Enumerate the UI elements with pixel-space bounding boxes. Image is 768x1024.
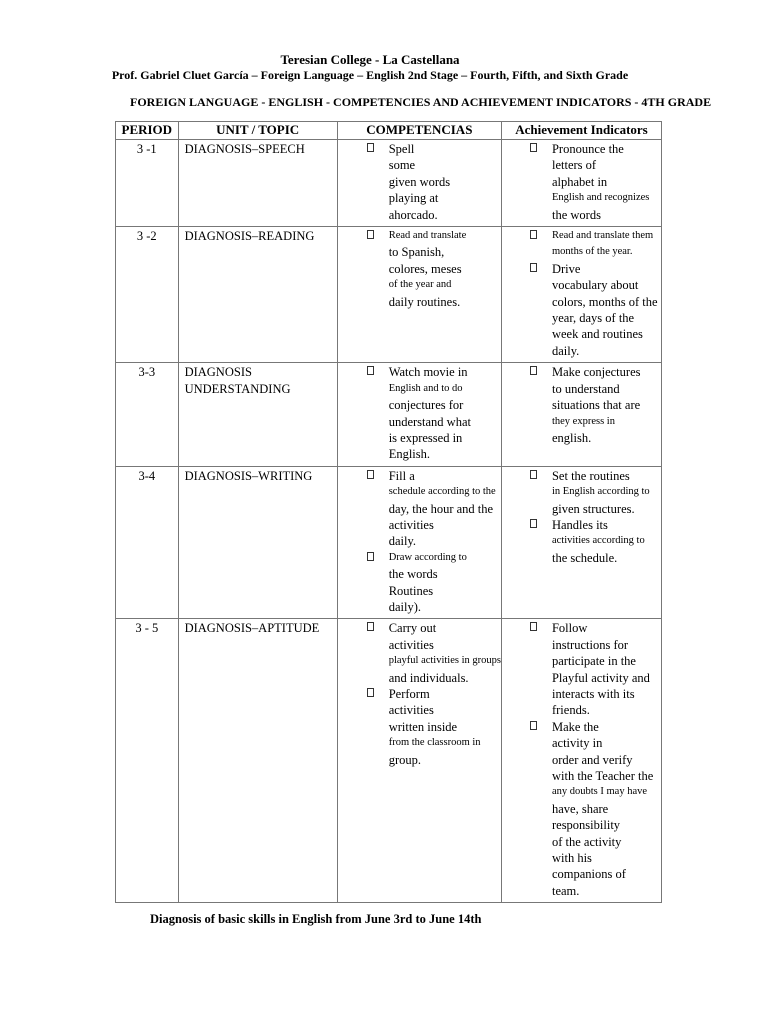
competency-text-line: the words [388, 567, 438, 582]
indicator-item [502, 228, 661, 261]
competency-text-line: Routines [388, 583, 434, 598]
indicator-item [502, 517, 661, 566]
indicator-text-line: order and verify [551, 752, 633, 767]
subject-title: FOREIGN LANGUAGE - ENGLISH - COMPETENCIES AND ACHIEVEMENT INDICATORS - 4TH GRADE [130, 95, 712, 109]
indicator-text-line: Handles its [551, 517, 608, 532]
indicator-text-line: Set the routines [551, 468, 630, 483]
checkbox-bullet-icon [367, 622, 374, 631]
indicator-cell [501, 363, 661, 466]
competency-item [338, 686, 501, 768]
competency-text-line: of the year and [388, 279, 452, 291]
indicator-cell [501, 466, 661, 619]
indicator-text-line: friends. [551, 703, 590, 718]
indicator-text-line: interacts with its [551, 687, 635, 701]
competency-text-line: schedule according to the [388, 486, 496, 498]
indicator-text-line: colors, months of the [551, 294, 658, 309]
competency-text-line: daily routines. [388, 294, 461, 309]
competency-text-line: and individuals. [388, 670, 469, 685]
indicator-text-line: any doubts I may have [551, 786, 648, 798]
competency-cell [337, 140, 501, 227]
competency-text-line: activities [388, 517, 434, 532]
competency-text-line: some [388, 158, 416, 173]
indicator-text-line: activity in [551, 736, 603, 751]
competency-text-line: given words [388, 174, 451, 189]
checkbox-bullet-icon [530, 143, 537, 152]
checkbox-bullet-icon [530, 366, 537, 375]
indicator-text-line: responsibility [551, 818, 621, 833]
competency-cell [337, 466, 501, 619]
header-period: PERIOD [116, 122, 179, 140]
indicator-text-line: english. [551, 430, 592, 445]
indicator-text-line: Drive [551, 261, 581, 276]
school-name: Teresian College - La Castellana [280, 52, 460, 67]
checkbox-bullet-icon [530, 263, 537, 272]
competency-text-line: ahorcado. [388, 207, 438, 222]
indicator-text-line: vocabulary about [551, 278, 639, 293]
period-cell: 3-3 [116, 363, 179, 466]
table-row [116, 363, 662, 466]
unit-topic-cell [178, 140, 337, 227]
checkbox-bullet-icon [367, 688, 374, 697]
indicator-text-line: with his [551, 851, 592, 866]
period-cell: 3 - 5 [116, 619, 179, 903]
unit-topic-cell [178, 466, 337, 619]
unit-topic-cell [178, 619, 337, 903]
competency-text-line: colores, meses [388, 261, 462, 276]
checkbox-bullet-icon [530, 519, 537, 528]
indicator-text-line: daily. [551, 343, 580, 358]
checkbox-bullet-icon [367, 552, 374, 561]
indicator-text-line: team. [551, 883, 580, 898]
competency-cell [337, 227, 501, 363]
competency-item [338, 364, 501, 462]
indicator-text-line: have, share [551, 801, 609, 816]
unit-topic-cell [178, 363, 337, 466]
competency-text-line: English. [388, 447, 431, 462]
table-row [116, 466, 662, 619]
indicator-text-line: year, days of the [551, 311, 635, 326]
table-body [116, 140, 662, 903]
competency-text-line: is expressed in [388, 430, 463, 445]
checkbox-bullet-icon [530, 622, 537, 631]
indicator-text-line: Playful activity and [551, 670, 650, 685]
indicator-text-line: English and recognizes [551, 192, 650, 204]
competency-item [338, 620, 501, 686]
competency-text-line: from the classroom in [388, 737, 481, 749]
indicator-item [502, 468, 661, 517]
indicator-text-line: Follow [551, 621, 588, 636]
indicator-text-line: alphabet in [551, 174, 608, 189]
period-cell: 3-4 [116, 466, 179, 619]
indicator-text-line: they express in [551, 415, 615, 427]
competency-text-line: day, the hour and the [388, 501, 494, 516]
period-cell: 3 -2 [116, 227, 179, 363]
indicator-text-line: Pronounce the [551, 142, 624, 156]
table-row [116, 619, 662, 903]
indicator-cell [501, 140, 661, 227]
competency-text-line: Watch movie in [388, 365, 468, 380]
competency-text-line: daily. [388, 534, 417, 549]
indicator-text-line: week and routines [551, 327, 643, 342]
indicator-text-line: the words [551, 207, 601, 222]
indicator-cell [501, 619, 661, 903]
indicator-text-line: situations that are [551, 398, 641, 413]
competency-text-line: Fill a [388, 468, 415, 483]
competency-text-line: activities [388, 703, 434, 718]
competency-item [338, 468, 501, 550]
period-cell: 3 -1 [116, 140, 179, 227]
table-row [116, 140, 662, 227]
table-row [116, 227, 662, 363]
checkbox-bullet-icon [367, 143, 374, 152]
competency-item [338, 550, 501, 616]
competency-text-line: Read and translate [388, 230, 467, 242]
competency-text-line: group. [388, 752, 421, 767]
table-header-row [116, 122, 662, 140]
indicator-text-line: with the Teacher the [551, 769, 654, 784]
indicator-cell [501, 227, 661, 363]
indicator-item [502, 364, 661, 446]
checkbox-bullet-icon [367, 230, 374, 239]
indicator-item [502, 261, 661, 359]
indicator-text-line: to understand [551, 381, 620, 396]
indicator-text-line: in English according to [551, 486, 650, 498]
competency-text-line: playing at [388, 191, 439, 206]
indicator-text-line: Make conjectures [551, 365, 641, 380]
unit-topic-cell [178, 227, 337, 363]
header-competencies: COMPETENCIAS [337, 122, 501, 140]
competencies-table [115, 121, 662, 903]
checkbox-bullet-icon [367, 366, 374, 375]
unit-topic-line: DIAGNOSIS–READING [184, 229, 315, 244]
footer-note: Diagnosis of basic skills in English from June 3rd to June 14th [150, 912, 482, 926]
competency-text-line: Perform [388, 687, 430, 701]
competency-text-line: understand what [388, 414, 471, 429]
indicator-text-line: letters of [551, 158, 597, 173]
competency-item [338, 141, 501, 223]
competency-text-line: English and to do [388, 382, 463, 394]
competency-text-line: playful activities in groups [388, 655, 501, 667]
checkbox-bullet-icon [530, 470, 537, 479]
indicator-text-line: given structures. [551, 501, 635, 516]
competency-text-line: Carry out [388, 621, 437, 636]
unit-topic-line: DIAGNOSIS–SPEECH [184, 142, 305, 156]
indicator-item [502, 620, 661, 718]
indicator-text-line: months of the year. [551, 246, 633, 258]
unit-topic-line: DIAGNOSIS [184, 365, 252, 380]
competency-text-line: Draw according to [388, 551, 467, 563]
unit-topic-line: UNDERSTANDING [184, 381, 291, 396]
indicator-text-line: of the activity [551, 834, 622, 849]
competency-cell [337, 619, 501, 903]
header-achievement-indicators: Achievement Indicators [501, 122, 661, 140]
unit-topic-line: DIAGNOSIS–WRITING [184, 468, 313, 483]
competency-text-line: activities [388, 637, 434, 652]
indicator-text-line: Make the [551, 719, 599, 734]
unit-topic-line: DIAGNOSIS–APTITUDE [184, 621, 320, 636]
checkbox-bullet-icon [530, 230, 537, 239]
indicator-item [502, 719, 661, 899]
checkbox-bullet-icon [367, 470, 374, 479]
indicator-text-line: Read and translate them [551, 230, 654, 242]
competency-text-line: Spell [388, 142, 415, 156]
indicator-text-line: instructions for [551, 637, 629, 652]
checkbox-bullet-icon [530, 721, 537, 730]
indicator-text-line: companions of [551, 867, 626, 882]
competency-text-line: to Spanish, [388, 245, 445, 260]
competency-item [338, 228, 501, 310]
indicator-item [502, 141, 661, 223]
header-unit-topic: UNIT / TOPIC [178, 122, 337, 140]
indicator-text-line: participate in the [551, 654, 636, 669]
indicator-text-line: activities according to [551, 535, 645, 547]
competency-text-line: daily). [388, 599, 421, 614]
competency-cell [337, 363, 501, 466]
indicator-text-line: the schedule. [551, 550, 618, 565]
professor-line: Prof. Gabriel Cluet García – Foreign Language – English 2nd Stage – Fourth, Fifth, and Sixth Grade [111, 68, 629, 82]
competency-text-line: written inside [388, 719, 458, 734]
competency-text-line: conjectures for [388, 398, 464, 413]
